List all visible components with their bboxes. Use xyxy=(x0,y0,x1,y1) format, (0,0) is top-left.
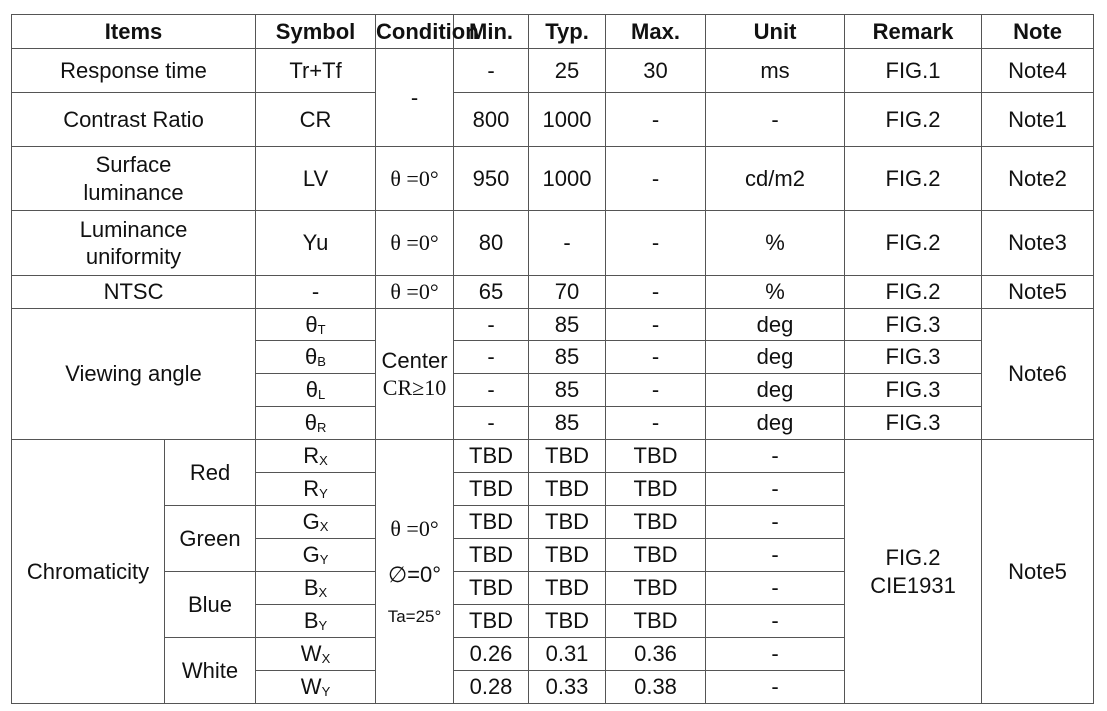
max-cell: - xyxy=(606,341,706,374)
unit-cell: - xyxy=(706,506,845,539)
table-row xyxy=(12,147,1094,211)
typ-cell: 25 xyxy=(529,49,606,93)
symbol-main: G xyxy=(302,542,320,568)
table-row xyxy=(12,440,1094,473)
symbol-main: R xyxy=(303,476,320,502)
header-typ: Typ. xyxy=(529,15,606,49)
symbol-cell xyxy=(256,309,376,341)
min-cell: TBD xyxy=(454,473,529,506)
symbol-cell xyxy=(256,374,376,407)
item-line: luminance xyxy=(83,179,184,205)
item-cell: Response time xyxy=(12,49,256,93)
max-cell: - xyxy=(606,407,706,440)
symbol-main: W xyxy=(300,641,322,667)
item-cell: Chromaticity xyxy=(12,440,165,704)
symbol-sub: Y xyxy=(321,684,331,700)
item-cell: Viewing angle xyxy=(12,309,256,440)
header-symbol: Symbol xyxy=(256,15,376,49)
typ-cell: 1000 xyxy=(529,93,606,147)
header-remark: Remark xyxy=(845,15,982,49)
table-row xyxy=(12,93,1094,147)
min-cell: - xyxy=(454,309,529,341)
typ-cell: 0.33 xyxy=(529,671,606,704)
remark-cell: FIG.2 xyxy=(845,147,982,211)
symbol-main: θ xyxy=(304,410,317,436)
symbol-sub: X xyxy=(319,453,328,469)
symbol-main: θ xyxy=(305,344,318,370)
unit-cell: % xyxy=(706,211,845,276)
typ-cell: 85 xyxy=(529,407,606,440)
unit-cell: deg xyxy=(706,341,845,374)
optical-spec-table xyxy=(11,14,1094,704)
min-cell: TBD xyxy=(454,605,529,638)
note-cell: Note6 xyxy=(982,309,1094,440)
symbol-main: θ xyxy=(305,377,319,403)
condition-cell: θ =0° xyxy=(376,147,454,211)
remark-cell: FIG.2 xyxy=(845,276,982,309)
remark-cell: FIG.3 xyxy=(845,341,982,374)
min-cell: TBD xyxy=(454,440,529,473)
color-cell: Green xyxy=(165,506,256,572)
condition-line: Center xyxy=(381,347,448,373)
header-row xyxy=(12,15,1094,49)
symbol-cell xyxy=(256,440,376,473)
remark-cell: FIG.3 xyxy=(845,309,982,341)
color-cell: Blue xyxy=(165,572,256,638)
symbol-main: G xyxy=(302,509,320,535)
header-min: Min. xyxy=(454,15,529,49)
condition-line: ∅=0° xyxy=(387,561,442,587)
unit-cell: - xyxy=(706,440,845,473)
condition-line: θ =0° xyxy=(390,516,439,542)
item-cell xyxy=(12,211,256,276)
symbol-cell xyxy=(256,539,376,572)
color-cell: Red xyxy=(165,440,256,506)
note-cell: Note2 xyxy=(982,147,1094,211)
remark-cell: FIG.2 xyxy=(845,93,982,147)
unit-cell: deg xyxy=(706,374,845,407)
header-unit: Unit xyxy=(706,15,845,49)
symbol-cell xyxy=(256,473,376,506)
symbol-cell: Yu xyxy=(256,211,376,276)
item-cell: Contrast Ratio xyxy=(12,93,256,147)
symbol-cell xyxy=(256,671,376,704)
max-cell: 30 xyxy=(606,49,706,93)
symbol-cell xyxy=(256,407,376,440)
condition-line: CR≥10 xyxy=(382,375,447,400)
symbol-sub: R xyxy=(316,420,327,436)
table-row xyxy=(12,211,1094,276)
symbol-main: B xyxy=(303,608,319,634)
typ-cell: TBD xyxy=(529,506,606,539)
symbol-main: θ xyxy=(305,311,318,337)
typ-cell: TBD xyxy=(529,539,606,572)
typ-cell: - xyxy=(529,211,606,276)
symbol-sub: Y xyxy=(319,552,329,568)
symbol-sub: T xyxy=(317,321,326,337)
note-cell: Note5 xyxy=(982,276,1094,309)
max-cell: TBD xyxy=(606,440,706,473)
typ-cell: TBD xyxy=(529,605,606,638)
color-cell: White xyxy=(165,638,256,704)
symbol-sub: Y xyxy=(319,486,328,502)
symbol-sub: L xyxy=(318,387,326,403)
max-cell: - xyxy=(606,211,706,276)
symbol-cell xyxy=(256,572,376,605)
item-cell xyxy=(12,147,256,211)
remark-line: FIG.2 xyxy=(885,545,941,570)
min-cell: 950 xyxy=(454,147,529,211)
max-cell: TBD xyxy=(606,572,706,605)
symbol-sub: Y xyxy=(318,618,328,634)
header-max: Max. xyxy=(606,15,706,49)
symbol-cell xyxy=(256,638,376,671)
min-cell: TBD xyxy=(454,539,529,572)
condition-cell xyxy=(376,440,454,704)
min-cell: - xyxy=(454,341,529,374)
condition-line: Ta=25° xyxy=(387,607,442,627)
table-row xyxy=(12,49,1094,93)
symbol-main: B xyxy=(303,575,319,601)
unit-cell: - xyxy=(706,473,845,506)
typ-cell: TBD xyxy=(529,440,606,473)
max-cell: 0.38 xyxy=(606,671,706,704)
symbol-cell: CR xyxy=(256,93,376,147)
typ-cell: 1000 xyxy=(529,147,606,211)
typ-cell: 85 xyxy=(529,341,606,374)
condition-cell xyxy=(376,309,454,440)
item-cell: NTSC xyxy=(12,276,256,309)
typ-cell: 85 xyxy=(529,309,606,341)
max-cell: TBD xyxy=(606,605,706,638)
symbol-sub: B xyxy=(317,354,326,370)
max-cell: - xyxy=(606,374,706,407)
max-cell: TBD xyxy=(606,473,706,506)
max-cell: - xyxy=(606,147,706,211)
min-cell: 0.26 xyxy=(454,638,529,671)
unit-cell: - xyxy=(706,671,845,704)
unit-cell: ms xyxy=(706,49,845,93)
unit-cell: deg xyxy=(706,309,845,341)
unit-cell: cd/m2 xyxy=(706,147,845,211)
typ-cell: TBD xyxy=(529,572,606,605)
condition-cell: θ =0° xyxy=(376,211,454,276)
max-cell: - xyxy=(606,276,706,309)
remark-cell: FIG.1 xyxy=(845,49,982,93)
min-cell: 800 xyxy=(454,93,529,147)
header-condition: Condition xyxy=(376,15,454,49)
min-cell: - xyxy=(454,374,529,407)
remark-cell: FIG.3 xyxy=(845,374,982,407)
min-cell: TBD xyxy=(454,506,529,539)
unit-cell: deg xyxy=(706,407,845,440)
condition-cell: - xyxy=(376,49,454,147)
remark-cell xyxy=(845,440,982,704)
symbol-cell xyxy=(256,506,376,539)
note-cell: Note1 xyxy=(982,93,1094,147)
condition-cell: θ =0° xyxy=(376,276,454,309)
symbol-cell: LV xyxy=(256,147,376,211)
unit-cell: - xyxy=(706,572,845,605)
unit-cell: - xyxy=(706,93,845,147)
table-row xyxy=(12,309,1094,341)
symbol-sub: X xyxy=(321,651,331,667)
unit-cell: - xyxy=(706,605,845,638)
symbol-main: W xyxy=(300,674,322,700)
symbol-sub: X xyxy=(319,519,329,535)
unit-cell: % xyxy=(706,276,845,309)
min-cell: 80 xyxy=(454,211,529,276)
unit-cell: - xyxy=(706,539,845,572)
typ-cell: 0.31 xyxy=(529,638,606,671)
symbol-cell: Tr+Tf xyxy=(256,49,376,93)
note-cell: Note4 xyxy=(982,49,1094,93)
typ-cell: TBD xyxy=(529,473,606,506)
min-cell: 65 xyxy=(454,276,529,309)
item-line: Surface xyxy=(95,152,172,177)
symbol-sub: X xyxy=(318,585,328,601)
max-cell: - xyxy=(606,93,706,147)
unit-cell: - xyxy=(706,638,845,671)
symbol-main: R xyxy=(303,443,320,469)
max-cell: 0.36 xyxy=(606,638,706,671)
remark-line: CIE1931 xyxy=(870,572,956,598)
max-cell: - xyxy=(606,309,706,341)
typ-cell: 85 xyxy=(529,374,606,407)
min-cell: - xyxy=(454,407,529,440)
header-note: Note xyxy=(982,15,1094,49)
min-cell: TBD xyxy=(454,572,529,605)
symbol-cell xyxy=(256,341,376,374)
typ-cell: 70 xyxy=(529,276,606,309)
min-cell: 0.28 xyxy=(454,671,529,704)
remark-cell: FIG.3 xyxy=(845,407,982,440)
item-line: uniformity xyxy=(85,244,182,269)
max-cell: TBD xyxy=(606,506,706,539)
note-cell: Note5 xyxy=(982,440,1094,704)
max-cell: TBD xyxy=(606,539,706,572)
header-items: Items xyxy=(12,15,256,49)
item-line: Luminance xyxy=(79,216,188,242)
symbol-cell: - xyxy=(256,276,376,309)
note-cell: Note3 xyxy=(982,211,1094,276)
table-row xyxy=(12,276,1094,309)
symbol-cell xyxy=(256,605,376,638)
remark-cell: FIG.2 xyxy=(845,211,982,276)
min-cell: - xyxy=(454,49,529,93)
